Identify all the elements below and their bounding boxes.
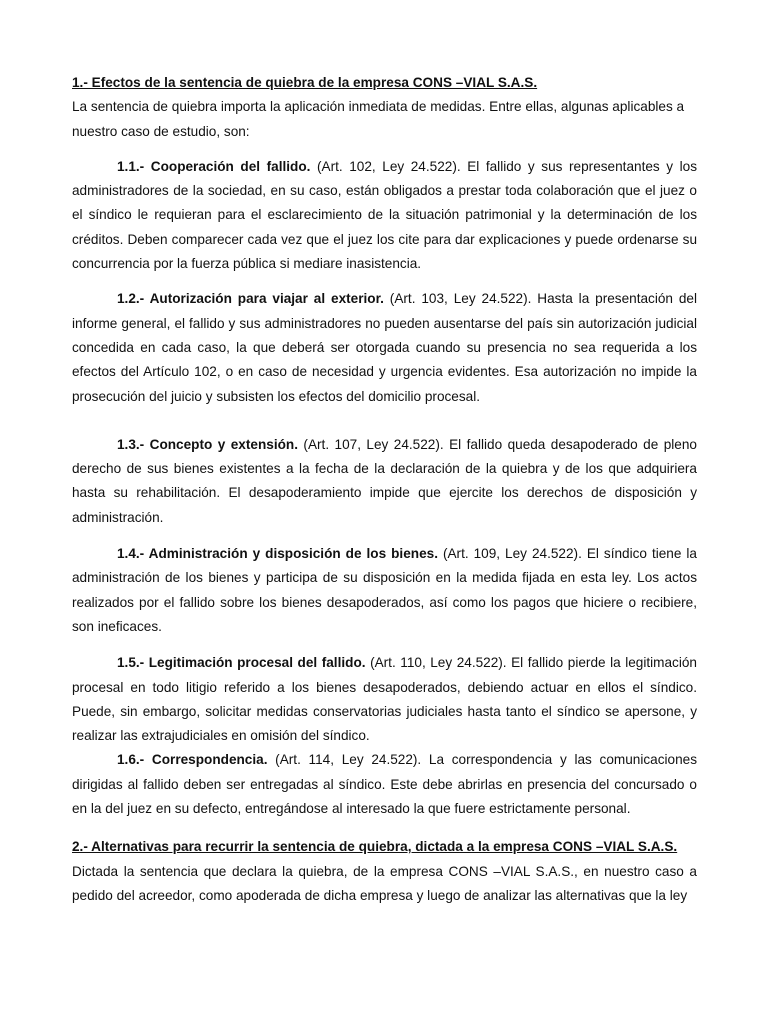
item-1-6-title: 1.6.- Correspondencia. [117,752,268,768]
section-1-heading: 1.- Efectos de la sentencia de quiebra de la empresa CONS –VIAL S.A.S. [72,75,538,90]
item-1-3-body: (Art. 107, Ley 24.522). El fallido queda desapoderado de pleno derecho de sus bienes existentes a la fecha de la declaración de la quiebra y de los que adquiriera hasta su rehabilitación. El desapoderamiento impide que ejercite los derechos de disposición y administración. [72,436,697,525]
item-1-3-title: 1.3.- Concepto y extensión. [117,436,298,452]
item-1-3-paragraph [72,433,697,530]
item-1-1-title: 1.1.- Cooperación del fallido. [117,158,311,174]
item-1-6-body: (Art. 114, Ley 24.522). La correspondencia y las comunicaciones dirigidas al fallido deben ser entregadas al síndico. Este debe abrirlas en presencia del concursado o en la del juez en su defecto, entregándose al interesado la que fuere estrictamente personal. [72,752,697,817]
item-1-2-paragraph [72,287,697,408]
item-1-6-paragraph [72,748,697,821]
item-1-1-paragraph [72,155,697,276]
item-1-5-title: 1.5.- Legitimación procesal del fallido. [117,655,366,671]
document-page [72,71,697,908]
item-1-4-paragraph [72,542,697,639]
section-2-heading: 2.- Alternativas para recurrir la sentencia de quiebra, dictada a la empresa CONS –VIAL S.A.S. [72,839,678,855]
item-1-2-title: 1.2.- Autorización para viajar al exterior. [117,291,384,307]
item-1-5-paragraph [72,651,697,748]
item-1-5-body: (Art. 110, Ley 24.522). El fallido pierde la legitimación procesal en todo litigio referido a los bienes desapoderados, debiendo actuar en ellos el síndico. Puede, sin embargo, solicitar medidas conservatorias judiciales hasta tanto el síndico se apersone, y realizar las extrajudiciales en omisión del síndico. [72,655,697,744]
item-1-1-body: (Art. 102, Ley 24.522). El fallido y sus representantes y los administradores de la sociedad, en su caso, están obligados a prestar toda colaboración que el juez o el síndico le requieran para el esclarecimiento de la situación patrimonial y la determinación de los créditos. Deben comparecer cada vez que el juez los cite para dar explicaciones y puede ordenarse su concurrencia por la fuerza pública si mediare inasistencia. [72,158,698,272]
item-1-4-body: (Art. 109, Ley 24.522). El síndico tiene la administración de los bienes y participa de su disposición en la medida fijada en esta ley. Los actos realizados por el fallido sobre los bienes desapoderados, así como los pagos que hiciere o recibiere, son ineficaces. [72,546,697,634]
item-1-4-title: 1.4.- Administración y disposición de los bienes. [117,546,438,562]
item-1-2-body: (Art. 103, Ley 24.522). Hasta la presentación del informe general, el fallido y sus administradores no pueden ausentarse del país sin autorización judicial concedida en cada caso, la que deberá ser otorgada cuando su presencia no sea requerida a los efectos del Artículo 102, o en caso de necesidad y urgencia evidentes. Esa autorización no impide la prosecución del juicio y subsisten los efectos del domicilio procesal. [72,291,698,404]
section-1-intro: La sentencia de quiebra importa la aplicación inmediata de medidas. Entre ellas, algunas aplicables a nuestro caso de estudio, son: [72,99,685,139]
section-2-body: Dictada la sentencia que declara la quiebra, de la empresa CONS –VIAL S.A.S., en nuestro caso a pedido del acreedor, como apoderada de dicha empresa y luego de analizar las alternativas que la ley [72,863,697,903]
